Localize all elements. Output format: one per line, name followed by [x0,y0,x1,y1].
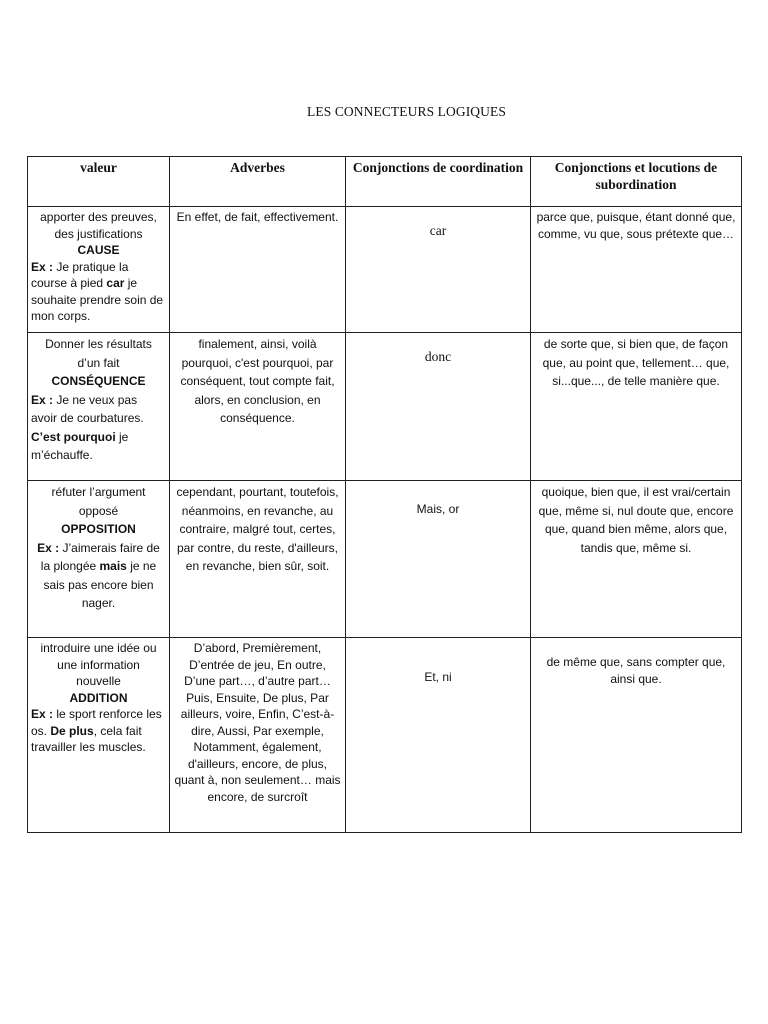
adverbes-cell-addition: D’abord, Premièrement, D’entrée de jeu, En outre, D’une part…, d’autre part… Puis, Ensuite, De plus, Par ailleurs, voire, Enfin, C’est-à-dire, Aussi, Par exemple, Notamment, également, d'ailleurs, encore, de plus, quant à, non seulement… mais encore, de surcroît [170,638,346,833]
table-row-addition [28,638,742,833]
document-title: LES CONNECTEURS LOGIQUES [307,104,506,119]
valeur-label: CAUSE [77,243,120,257]
valeur-label: ADDITION [69,690,128,705]
header-adverbes: Adverbes [170,157,346,207]
valeur-line: des justifications [54,226,143,241]
valeur-cell-consequence [28,333,170,481]
valeur-line: Donner les résultats [45,337,152,351]
valeur-label: OPPOSITION [61,522,136,536]
valeur-line: opposé [78,503,119,518]
header-valeur: valeur [28,157,170,207]
header-coordination: Conjonctions de coordination [346,157,531,207]
coordination-cell-addition: Et, ni [346,638,531,833]
header-subordination: Conjonctions et locutions de subordination [531,157,742,207]
subordination-cell-consequence: de sorte que, si bien que, de façon que, au point que, tellement… que, si...que..., de telle manière que. [531,333,742,481]
valeur-line: apporter des preuves, [40,210,157,224]
valeur-cell-opposition [28,481,170,638]
subordination-cell-cause: parce que, puisque, étant donné que, comme, vu que, sous prétexte que… [531,207,742,333]
subordination-cell-addition: de même que, sans compter que, ainsi que. [531,638,742,833]
valeur-cell-addition [28,638,170,833]
example-text: Ex : Je ne veux pas avoir de courbatures. C’est pourquoi je m’échauffe. [31,392,144,462]
coordination-cell-consequence: donc [346,333,531,481]
valeur-line: introduire une idée ou [40,641,157,655]
valeur-cell-cause [28,207,170,333]
valeur-line: d’un fait [77,355,120,370]
adverbes-cell-opposition: cependant, pourtant, toutefois, néanmoins, en revanche, au contraire, malgré tout, certes, par contre, du reste, d'ailleurs, en revanche, bien sûr, soit. [170,481,346,638]
adverbes-cell-consequence: finalement, ainsi, voilà pourquoi, c'est pourquoi, par conséquent, tout compte fait, alors, en conclusion, en conséquence. [170,333,346,481]
table-row-consequence [28,333,742,481]
coordination-cell-cause: car [346,207,531,333]
connectors-table [27,156,742,833]
table-header-row [28,157,742,207]
example-text: Ex : le sport renforce les os. De plus, cela fait travailler les muscles. [31,707,162,754]
coordination-cell-opposition: Mais, or [346,481,531,638]
valeur-line: une information [57,657,140,672]
example-text: Ex : Je pratique la course à pied car je souhaite prendre soin de mon corps. [31,259,164,323]
example-text: Ex : J’aimerais faire de la plongée mais je ne sais pas encore bien nager. [37,540,160,610]
adverbes-cell-cause: En effet, de fait, effectivement. [170,207,346,333]
valeur-line: réfuter l’argument [51,485,146,499]
table-row-cause [28,207,742,333]
table-row-opposition [28,481,742,638]
subordination-cell-opposition: quoique, bien que, il est vrai/certain que, même si, nul doute que, encore que, quand bien même, alors que, tandis que, même si. [531,481,742,638]
valeur-line: nouvelle [76,674,121,688]
valeur-label: CONSÉQUENCE [51,374,146,388]
